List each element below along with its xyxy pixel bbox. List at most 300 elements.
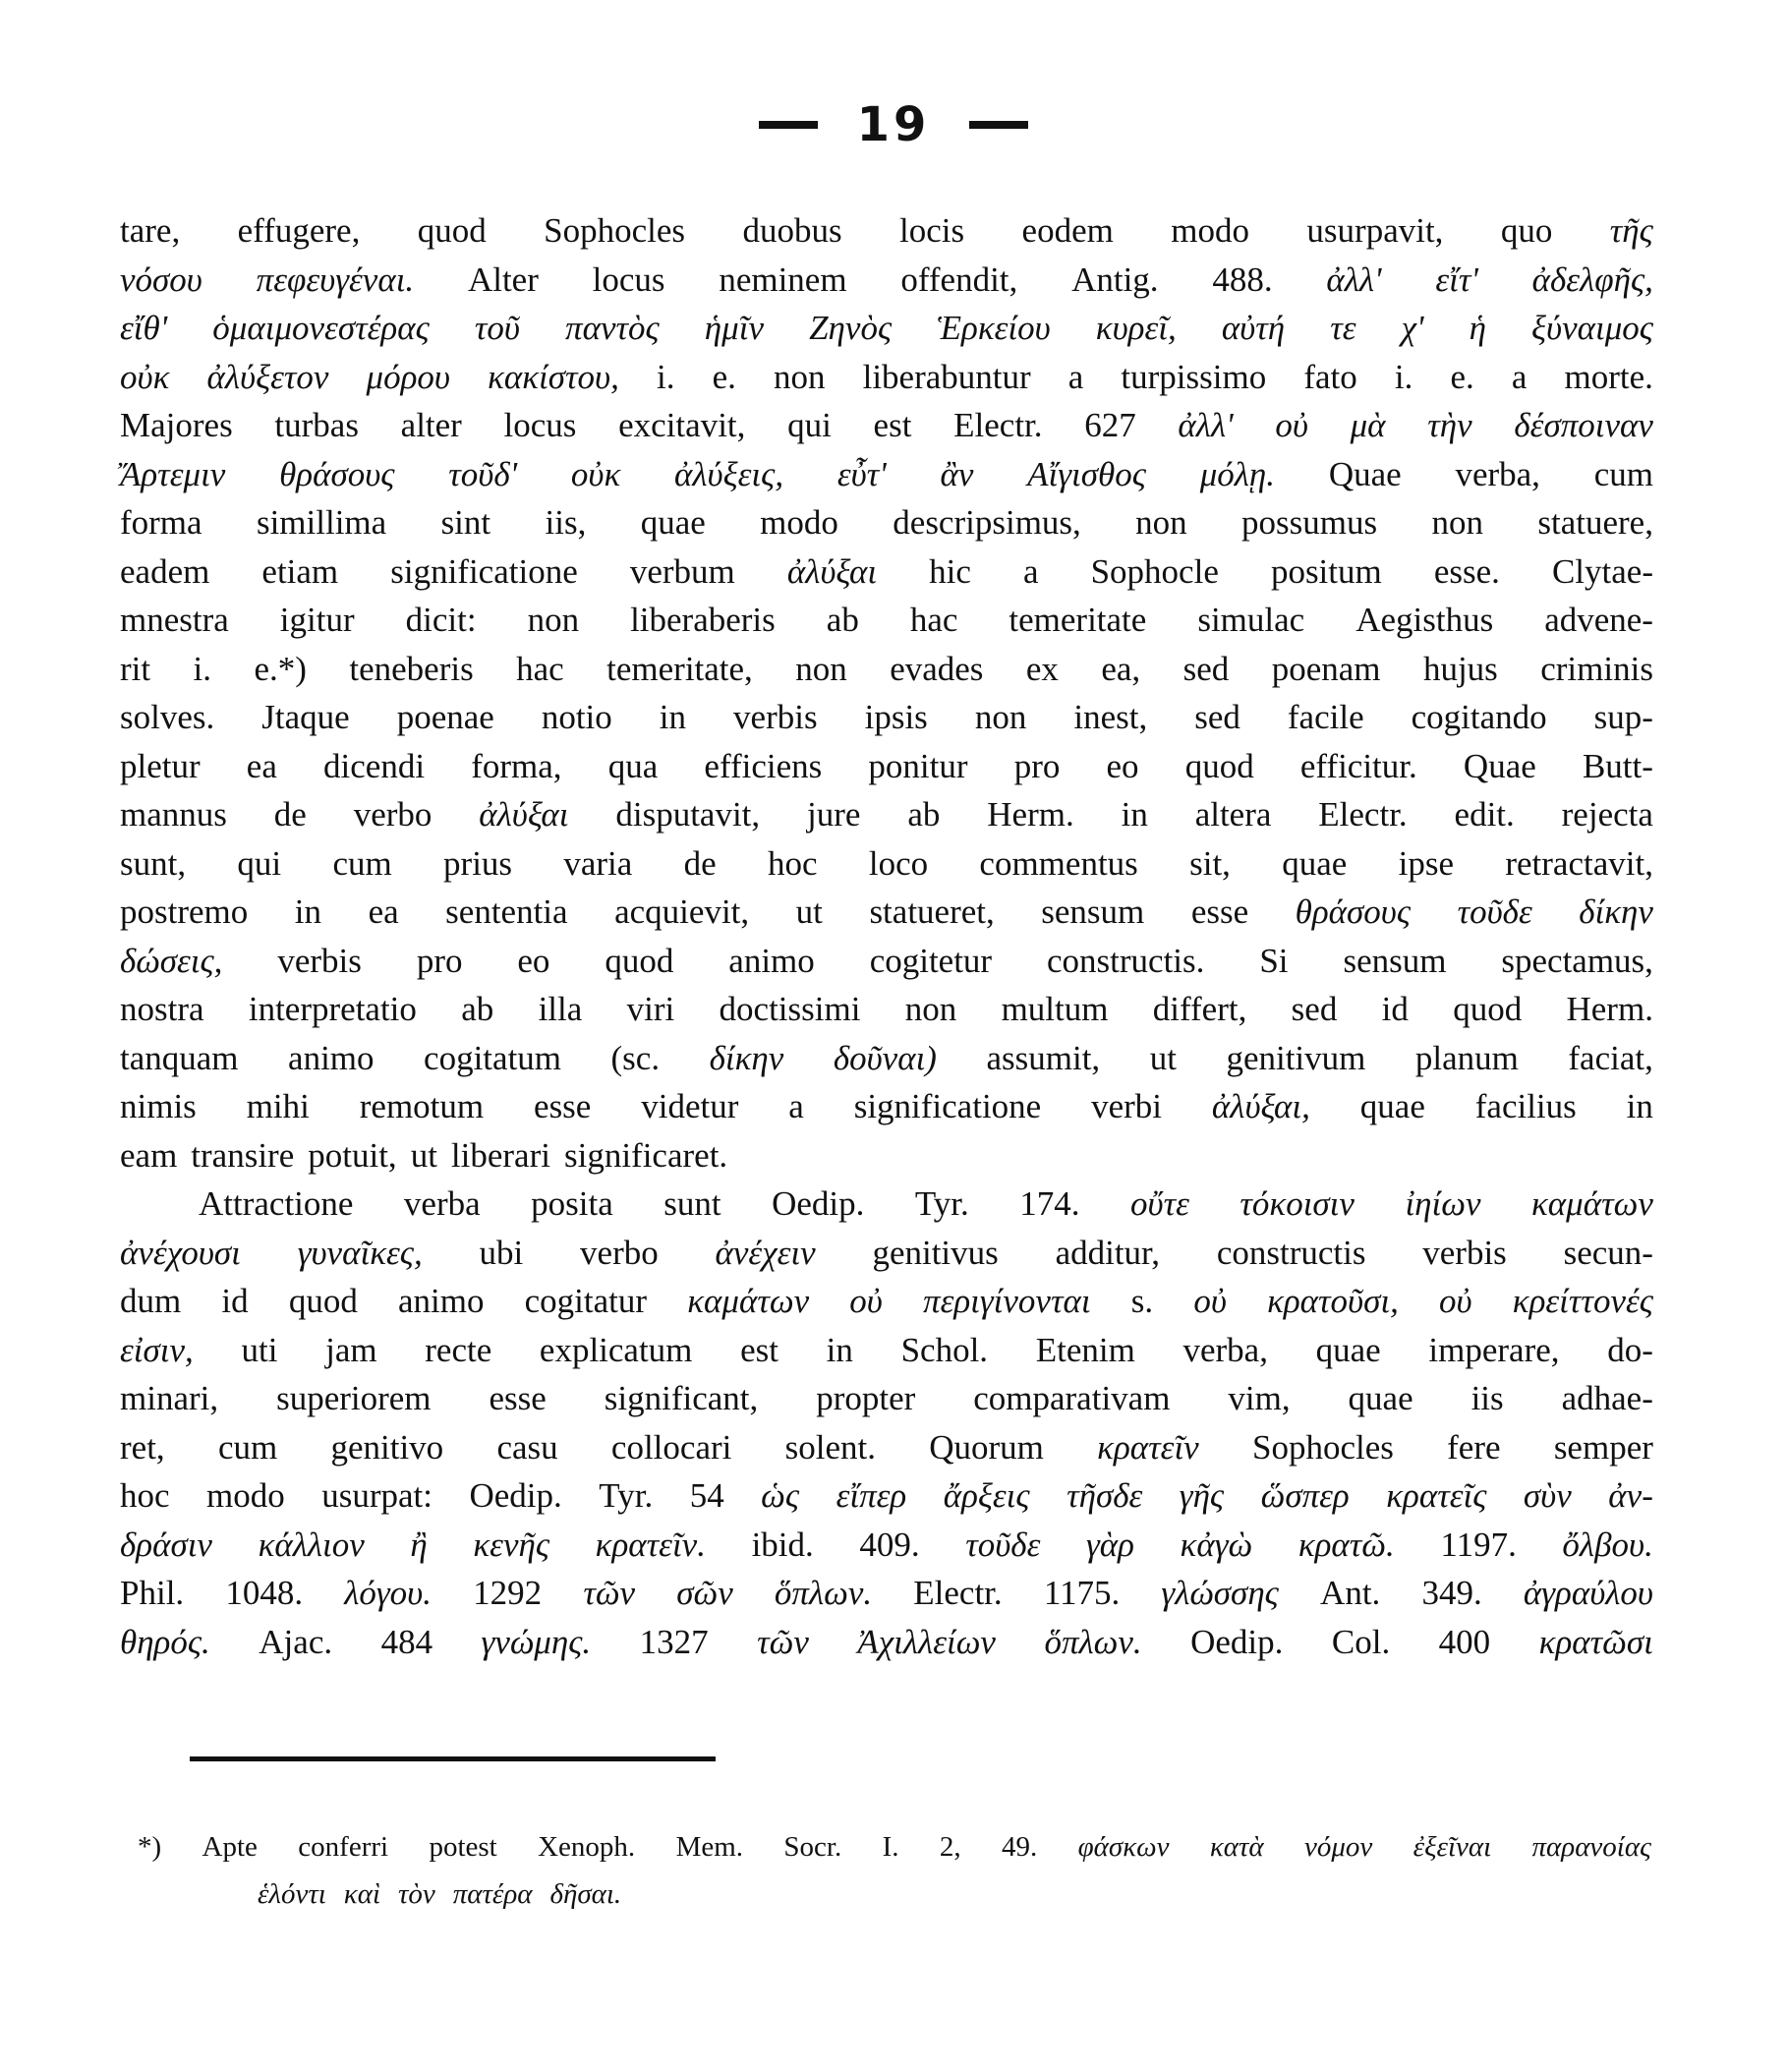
word: usurpavit, [1306,211,1444,250]
text-line [120,1180,1653,1229]
word: sint [440,503,491,542]
word: ret, [120,1427,165,1467]
word: animo [397,1282,485,1320]
word: γὰρ [1085,1525,1134,1564]
word: νόσου [120,259,202,299]
word: νόμον [1303,1831,1373,1863]
word: modo [1171,211,1249,250]
word: ab [461,990,494,1028]
text-line [120,1277,1653,1326]
word: quod [1453,990,1523,1028]
word: loco [868,843,929,883]
word: cogitatum [424,1038,562,1077]
word: alter [400,406,462,444]
text-line [120,1569,1653,1618]
word: γνώμης. [481,1622,592,1661]
word: explicatum [539,1330,693,1369]
word: turpissimo [1121,357,1267,396]
word: ξύναιμος [1531,309,1653,347]
word: evades [890,649,984,688]
word: δοῦναι) [833,1038,937,1077]
word: de [683,843,717,883]
word: temeritate [1009,601,1147,639]
word: i. [193,649,212,688]
word: Attractione [199,1184,354,1223]
word: ἀλύξαι [479,795,569,834]
word: s. [1130,1282,1154,1320]
word: Sophocles [544,211,686,250]
word: statueret, [869,892,995,931]
word: animo [288,1038,375,1077]
word: Herm. [1566,990,1653,1028]
word: simillima [256,503,387,542]
word: τε [1330,309,1356,347]
word: recte [425,1330,492,1369]
word: ἀνέχουσι [120,1233,241,1272]
word: Etenim [1035,1330,1135,1369]
word: quae [1348,1379,1413,1417]
word: Aegisthus [1355,601,1494,639]
word: ἀλλ' [1326,259,1382,299]
text-line [120,1521,1653,1570]
word: ἀγραύλου [1523,1574,1653,1612]
word: Αἴγισθος [1027,454,1146,493]
word: poenam [1271,649,1381,688]
left-dash [759,121,818,129]
word: postremo [120,892,249,931]
word: Quae [1463,746,1536,785]
word: τοῦ [474,309,520,347]
word: αὐτή [1221,309,1286,347]
word: inest, [1073,698,1148,736]
word: verbis [1422,1233,1507,1272]
word: Jtaque [261,698,350,736]
text-line [120,693,1653,742]
word: Apte [202,1831,258,1863]
word: edit. [1454,795,1515,834]
word: καμάτων [687,1282,810,1320]
footnote-line [138,1823,1651,1871]
word: ἀλλ' [1178,406,1234,444]
word: liberaberis [630,601,776,639]
text-line [120,1034,1653,1083]
word: esse [534,1087,592,1125]
word: Phil. [120,1574,185,1612]
word: locus [503,406,577,444]
word: in [294,892,322,931]
word: igitur [279,601,355,639]
word: liberabuntur [862,357,1031,396]
text-line [120,790,1653,839]
word: planum [1414,1038,1519,1077]
word: κρατῶσι [1538,1622,1653,1661]
word: non [773,357,826,396]
word: assumit, [986,1038,1101,1077]
footnote [138,1823,1651,1918]
word: a [1022,551,1039,591]
text-line [120,596,1653,645]
word: eodem [1021,211,1114,250]
word: additur, [1055,1233,1161,1272]
word: 49. [1002,1831,1038,1863]
text-line [120,1326,1653,1375]
word: οὐκ [570,454,621,493]
word: imperare, [1428,1330,1560,1369]
word: iis, [545,503,587,542]
word: Clytae- [1551,551,1653,591]
word: sit, [1189,843,1231,883]
word: positum [1270,551,1382,591]
word: criminis [1540,649,1653,688]
word: sup- [1593,698,1653,736]
word: *) [138,1831,162,1863]
word: verbis [733,698,818,736]
word: εἴτ' [1435,259,1478,299]
word: dicit: [405,601,477,639]
word: ea [246,746,277,785]
word: est [873,406,912,444]
word: ὡς [761,1476,800,1515]
word: Majores [120,406,233,444]
word: τῶν [583,1574,636,1612]
word: Ἑρκείου [937,309,1051,347]
word: quae [1315,1330,1381,1369]
word: doctissimi [719,990,861,1028]
word: τόκοισιν [1239,1184,1355,1223]
word: hac [909,601,958,639]
word: τοῦδε [965,1525,1041,1564]
word: multum [1001,990,1109,1028]
word: potuit, [308,1135,397,1175]
word: mihi [246,1087,310,1125]
word: δῆσαι. [549,1878,622,1910]
word: οὐ [1275,406,1308,444]
word: solves. [120,698,215,736]
word: constructis. [1047,941,1205,980]
word: viri [626,990,675,1028]
word: Ζηνὸς [809,309,893,347]
word: in [826,1330,853,1369]
word: τῆσδε [1066,1476,1143,1515]
word: secun- [1563,1233,1653,1272]
word: sed [1194,698,1240,736]
word: Tyr. [599,1476,654,1515]
word: Herm. [987,795,1074,834]
word: Mem. [675,1831,744,1863]
text-line [120,1131,1653,1180]
word: esse. [1433,551,1500,591]
word: γλώσσης [1161,1574,1279,1612]
word: non [527,601,580,639]
word: cogitetur [869,941,993,980]
word: ὅπλων. [774,1574,873,1612]
word: offendit, [900,259,1018,299]
footnote-rule [190,1756,716,1761]
word: modo [760,503,838,542]
word: e.*) [254,649,307,688]
word: 1327 [639,1622,709,1661]
word: descripsimus, [893,503,1081,542]
word: verba, [1455,454,1540,493]
word: κρείττονές [1512,1282,1653,1320]
word: in [659,698,687,736]
word: quae [1282,843,1348,883]
word: non [1431,503,1484,542]
word: Electr. [1318,795,1408,834]
word: dum [120,1282,182,1320]
footnote-line [138,1871,1651,1918]
word: commentus [979,843,1138,883]
word: τὴν [1427,406,1472,444]
word: sunt [663,1184,721,1223]
word: ἀλύξεις, [674,454,784,493]
word: ἐξεῖναι [1412,1831,1492,1863]
word: modo [206,1476,285,1515]
word: τῶν [757,1622,809,1661]
text-line [120,304,1653,353]
word: Ἄρτεμιν [120,454,226,493]
word: quae [1359,1087,1425,1125]
word: forma, [471,746,562,785]
word: esse [489,1379,547,1417]
word: 627 [1084,406,1136,444]
word: significatione [390,551,578,591]
word: e. [1450,357,1474,396]
word: solent. [784,1427,876,1467]
word: remotum [359,1087,485,1125]
text-line [120,1082,1653,1131]
word: tanquam [120,1038,239,1077]
word: 349. [1421,1574,1482,1612]
word: qui [237,843,282,883]
word: 400 [1438,1622,1491,1661]
word: θράσους [279,454,395,493]
word: δίκην [709,1038,784,1077]
word: quod [605,941,674,980]
word: Ant. [1320,1574,1381,1612]
word: poenae [396,698,494,736]
text-line [120,1423,1653,1472]
word: ἰηίων [1405,1184,1481,1223]
word: 1175. [1043,1574,1121,1612]
word: significatione [853,1087,1042,1125]
word: teneberis [349,649,474,688]
word: verbi [1091,1087,1163,1125]
word: κακίστου, [488,357,619,396]
word: Ajac. [259,1622,333,1661]
word: propter [816,1379,916,1417]
word: minari, [120,1379,219,1417]
word: περιγίνονται [923,1282,1091,1320]
word: Sophocle [1090,551,1219,591]
word: οὐ [1439,1282,1472,1320]
word: rit [120,649,151,688]
word: ea, [1101,649,1141,688]
word: morte. [1564,357,1653,396]
word: κἀγὼ [1180,1525,1253,1564]
text-line [120,1618,1653,1667]
word: Schol. [900,1330,989,1369]
word: μόρου [366,357,450,396]
word: genitivo [330,1427,444,1467]
word: γῆς [1179,1476,1225,1515]
word: facilius [1474,1087,1577,1125]
word: interpretatio [248,990,417,1028]
page-header [0,94,1787,152]
word: ipse [1398,843,1455,883]
right-dash [969,121,1028,129]
text-line [120,888,1653,937]
text-line [120,985,1653,1034]
word: esse [1190,892,1249,931]
word: verbis [277,941,362,980]
word: ab [826,601,859,639]
word: non [904,990,957,1028]
word: Ἀχιλλείων [857,1622,996,1661]
word: κρατεῖς [1386,1476,1487,1515]
word: neminem [719,259,847,299]
word: τοῦδε [1457,892,1532,931]
word: uti [241,1330,278,1369]
word: videtur [641,1087,739,1125]
word: Quae [1328,454,1402,493]
word: genitivum [1226,1038,1366,1077]
word: locis [899,211,965,250]
word: eo [1106,746,1139,785]
word: 1048. [225,1574,304,1612]
word: ἀλύξαι [786,551,878,591]
text-line [120,645,1653,694]
word: εἴθ' [120,309,168,347]
word: eo [517,941,550,980]
word: Oedip. [1190,1622,1284,1661]
text-line [120,498,1653,547]
word: Butt- [1582,746,1653,785]
word: jure [807,795,861,834]
word: καμάτων [1530,1184,1653,1223]
word: δέσποιναν [1514,406,1653,444]
word: est [740,1330,778,1369]
word: verbo [353,795,432,834]
word: ἀλύξαι, [1211,1087,1310,1125]
text-line [120,206,1653,256]
word: faciat, [1568,1038,1653,1077]
word: 1197. [1440,1525,1517,1564]
word: εἰσιν, [120,1330,194,1369]
word: differt, [1152,990,1247,1028]
text-line [120,547,1653,597]
word: κενῆς [473,1525,550,1564]
word: i. [1394,357,1413,396]
word: δώσεις, [120,941,223,980]
word: pro [416,941,463,980]
word: δράσιν [120,1525,212,1564]
word: fere [1447,1427,1501,1467]
word: e. [712,357,736,396]
text-line [120,450,1653,499]
word: ἄρξεις [943,1476,1030,1515]
word: a [1067,357,1084,396]
word: γυναῖκες, [297,1233,423,1272]
text-line [120,256,1653,305]
word: id [1381,990,1409,1028]
word: ἑλόντι [258,1878,326,1910]
word: ὄλβου. [1562,1525,1653,1564]
word: vim, [1228,1379,1291,1417]
word: pletur [120,746,201,785]
word: collocari [610,1427,732,1467]
word: constructis [1216,1233,1366,1272]
word: καὶ [343,1878,380,1910]
word: quod [417,211,487,250]
word: ὥσπερ [1260,1476,1350,1515]
word: duobus [742,211,842,250]
word: εἴπερ [836,1476,907,1515]
word: παντὸς [565,309,660,347]
word: Tyr. [914,1184,969,1223]
word: sensum [1343,941,1447,980]
word: ὅπλων. [1044,1622,1142,1661]
word: liberari [450,1135,550,1175]
word: conferri [298,1831,389,1863]
word: transire [191,1135,295,1175]
word: rejecta [1561,795,1653,834]
word: κάλλιον [258,1525,365,1564]
word: mannus [120,795,227,834]
word: facile [1287,698,1364,736]
word: verbum [629,551,735,591]
word: usurpat: [321,1476,433,1515]
word: significaret. [563,1135,728,1175]
word: in [1626,1087,1653,1125]
word: spectamus, [1501,941,1653,980]
word: σῶν [676,1574,733,1612]
text-line [120,937,1653,986]
word: verbo [580,1233,659,1272]
word: varia [563,843,633,883]
word: simulac [1197,601,1305,639]
word: potest [429,1831,497,1863]
word: cogitando [1411,698,1547,736]
word: dicendi [323,746,426,785]
word: ut [410,1135,437,1175]
word: Electr. [913,1574,1003,1612]
word: τῆς [1609,211,1653,250]
word: τοῦδ' [448,454,518,493]
word: iis [1470,1379,1504,1417]
word: 409. [859,1525,920,1564]
word: efficitur. [1299,746,1417,785]
word: advene- [1544,601,1653,639]
word: ἡμῖν [704,309,764,347]
word: non [1135,503,1187,542]
word: genitivus [872,1233,999,1272]
word: ipsis [864,698,928,736]
word: ἂν [940,454,974,493]
word: τὸν [398,1878,435,1910]
text-line [120,839,1653,889]
word: ibid. [751,1525,814,1564]
word: Si [1259,941,1289,980]
word: non [974,698,1027,736]
word: ex [1025,649,1059,688]
word: ut [1149,1038,1177,1077]
word: 174. [1019,1184,1080,1223]
word: quae [640,503,706,542]
word: sententia [445,892,568,931]
word: I. [882,1831,899,1863]
word: retractavit, [1505,843,1653,883]
